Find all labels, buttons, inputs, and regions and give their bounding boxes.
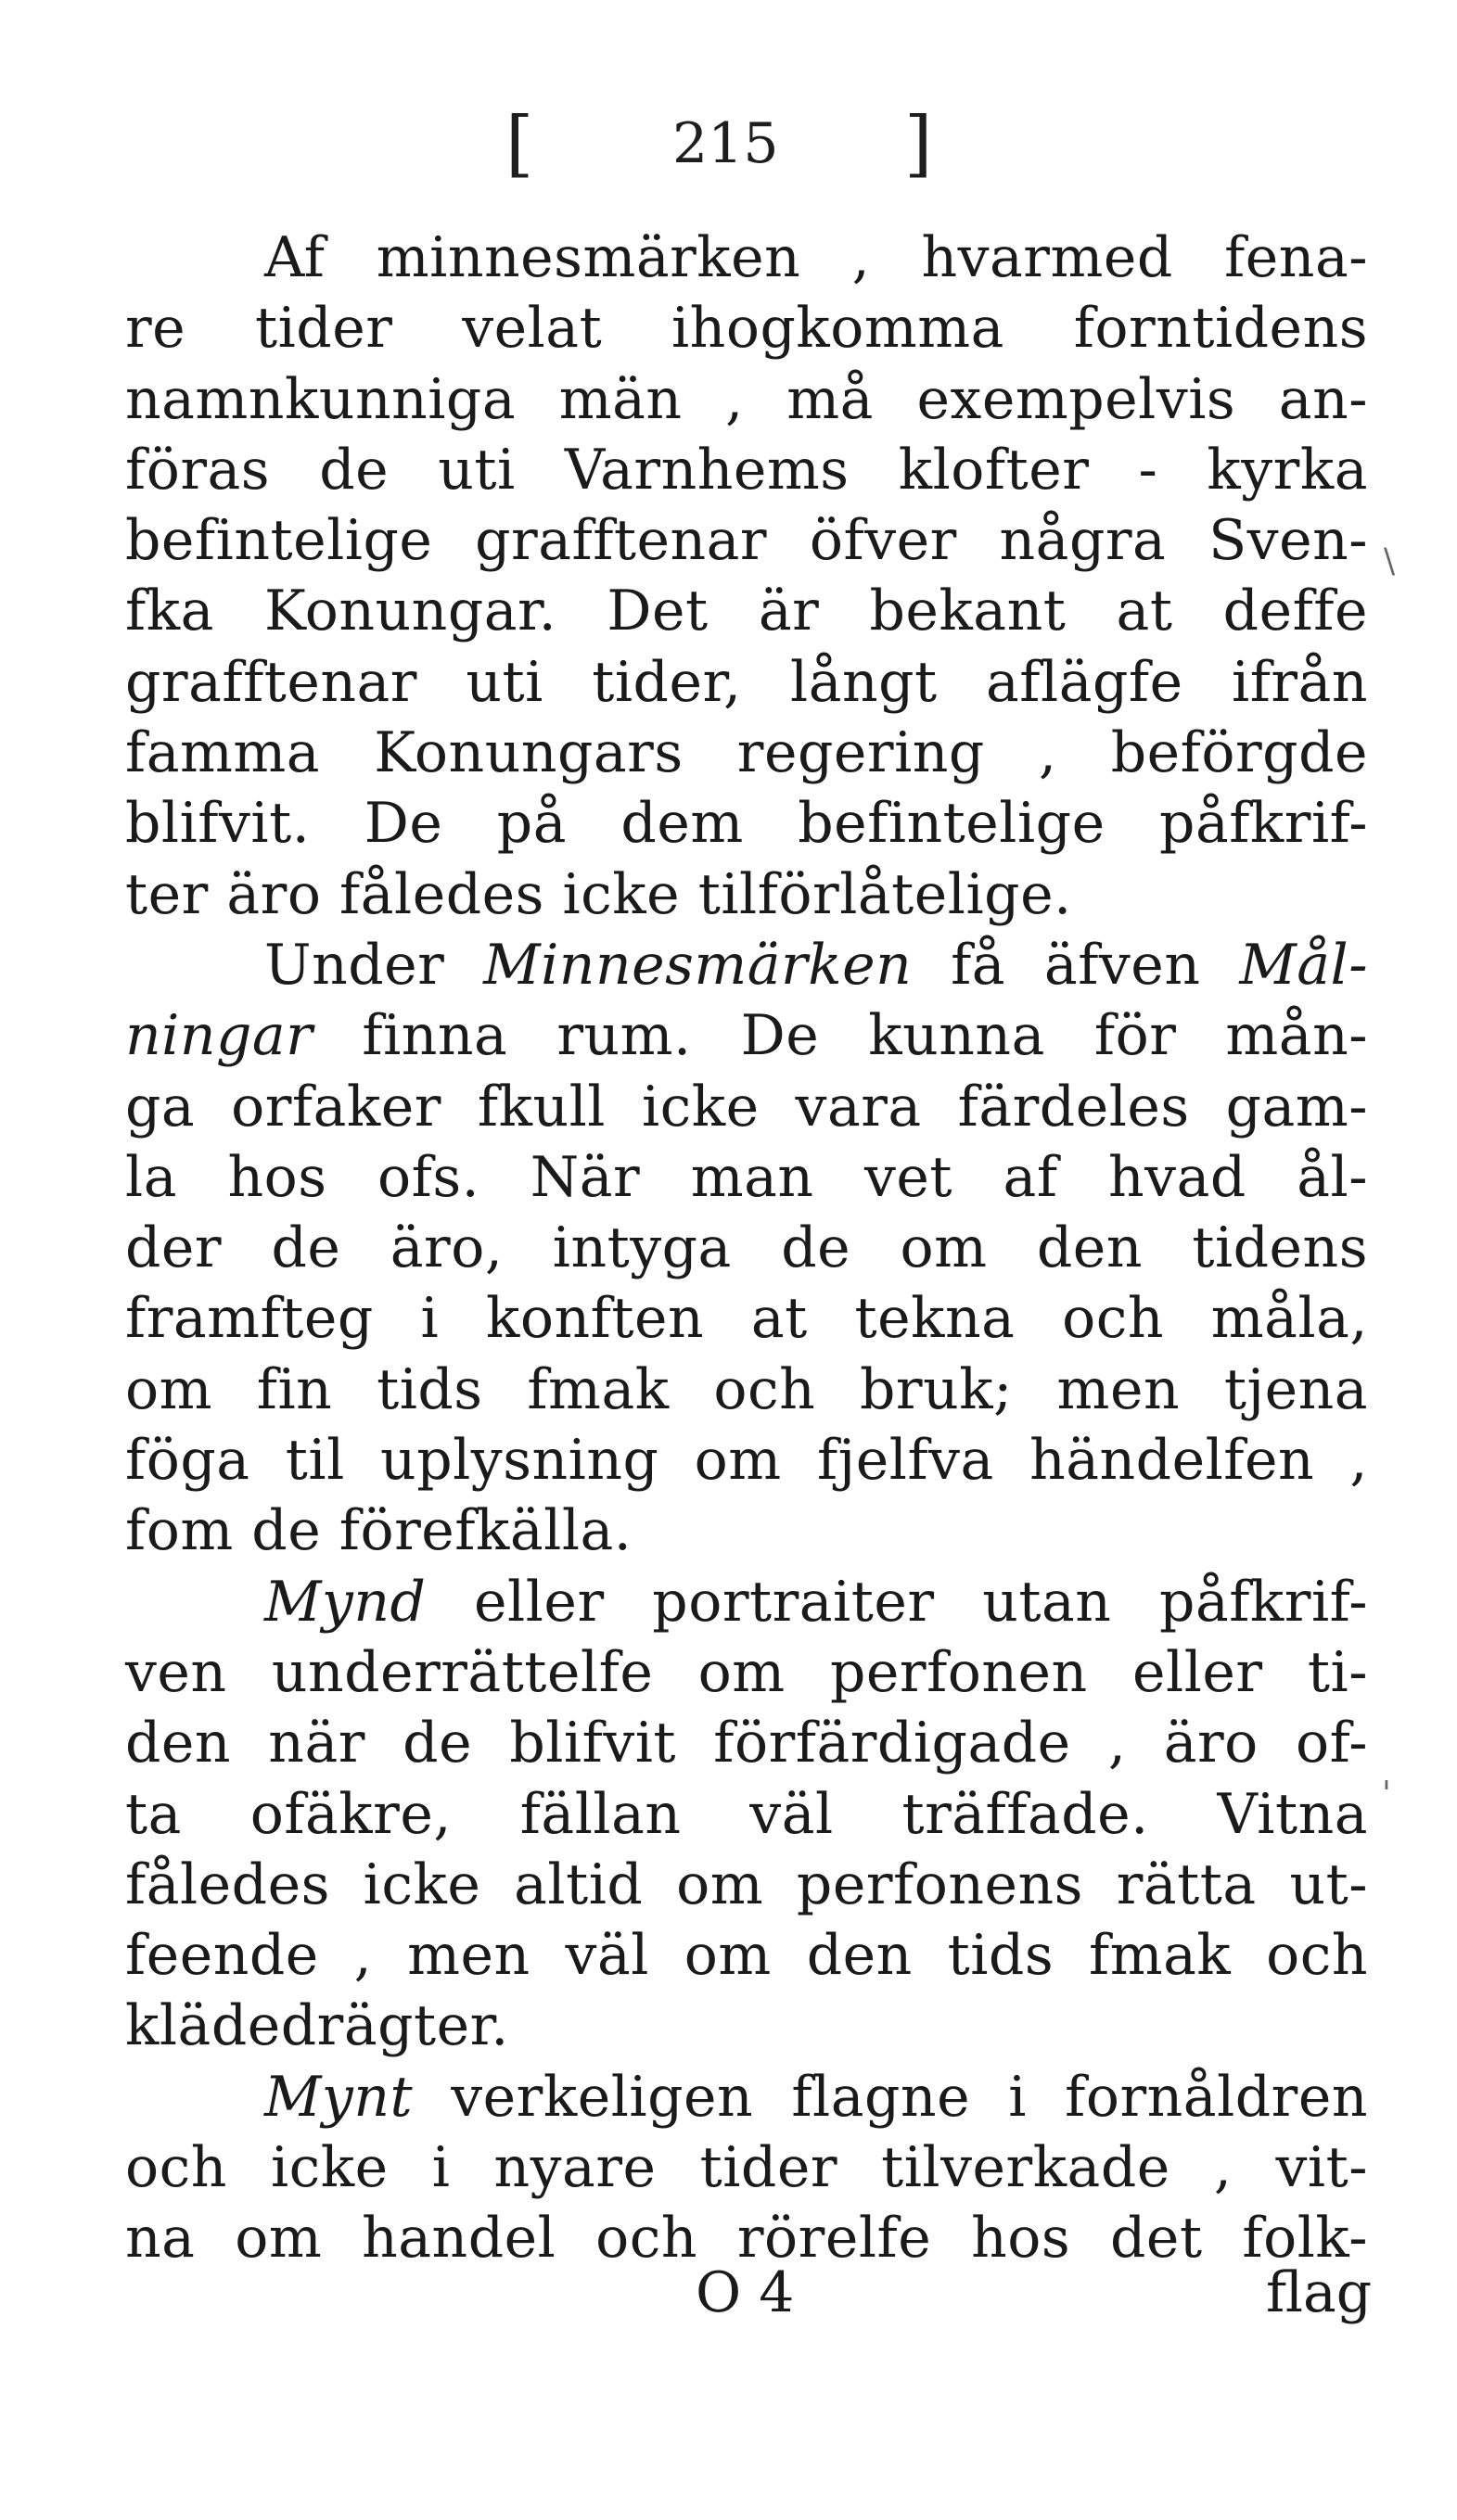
text-line: klädedrägter. bbox=[125, 1993, 509, 2059]
text-line: der de äro, intyga de om den tidens bbox=[125, 1215, 1368, 1281]
text-line: ta ofäkre, fällan väl träffade. Vitna bbox=[125, 1781, 1368, 1847]
header-bracket-right: ] bbox=[904, 102, 933, 185]
page-header bbox=[0, 97, 1457, 199]
text-line: Af minnesmärken , hvarmed fena- bbox=[264, 225, 1368, 290]
margin-mark: ' bbox=[1382, 1775, 1391, 1814]
text-line: grafftenar uti tider, långt aflägfe ifrån bbox=[125, 649, 1368, 715]
body-text bbox=[125, 223, 1368, 2274]
text-line: den när de blifvit förfärdigade , äro of- bbox=[125, 1711, 1368, 1776]
text-line: Mynt verkeligen flagne i fornåldren bbox=[264, 2064, 1368, 2130]
text-line: föga til uplysning om fjelfva händelfen , bbox=[125, 1428, 1368, 1494]
text-line: om fin tids fmak och bruk; men tjena bbox=[125, 1356, 1368, 1422]
page-number: 215 bbox=[672, 111, 779, 176]
text-line: fka Konungar. Det är bekant at deffe bbox=[125, 579, 1368, 644]
signature-mark: O 4 bbox=[696, 2260, 795, 2325]
catchword: flag bbox=[1266, 2260, 1373, 2325]
text-line: och icke i nyare tider tilverkade , vit- bbox=[125, 2135, 1368, 2201]
text-line: ningar finna rum. De kunna för mån- bbox=[125, 1003, 1368, 1069]
text-line: blifvit. De på dem befintelige påfkrif- bbox=[125, 791, 1368, 857]
text-line: befintelige grafftenar öfver några Sven- bbox=[125, 508, 1368, 574]
text-line: Under Minnesmärken få äfven Mål- bbox=[264, 932, 1368, 998]
text-line: na om handel och rörelfe hos det folk- bbox=[125, 2206, 1368, 2272]
margin-mark: \ bbox=[1384, 542, 1396, 580]
header-bracket-left: [ bbox=[505, 102, 534, 185]
text-line: fåledes icke altid om perfonens rätta ut- bbox=[125, 1852, 1368, 1917]
text-line: famma Konungars regering , beförgde bbox=[125, 720, 1368, 786]
text-line: la hos ofs. När man vet af hvad ål- bbox=[125, 1144, 1368, 1210]
text-line: föras de uti Varnhems klofter - kyrka bbox=[125, 437, 1368, 503]
text-line: feende , men väl om den tids fmak och bbox=[125, 1923, 1368, 1989]
text-line: namnkunniga män , må exempelvis an- bbox=[125, 366, 1368, 432]
text-line: re tider velat ihogkomma forntidens bbox=[125, 296, 1368, 362]
text-line: ter äro fåledes icke tilförlåtelige. bbox=[125, 861, 1072, 927]
page-footer bbox=[0, 2258, 1457, 2341]
text-line: framfteg i konften at tekna och måla, bbox=[125, 1286, 1368, 1352]
text-line: Mynd eller portraiter utan påfkrif- bbox=[264, 1569, 1368, 1635]
text-line: ven underrättelfe om perfonen eller ti- bbox=[125, 1639, 1368, 1705]
text-line: fom de förefkälla. bbox=[125, 1498, 633, 1564]
text-line: ga orfaker fkull icke vara färdeles gam- bbox=[125, 1074, 1368, 1139]
